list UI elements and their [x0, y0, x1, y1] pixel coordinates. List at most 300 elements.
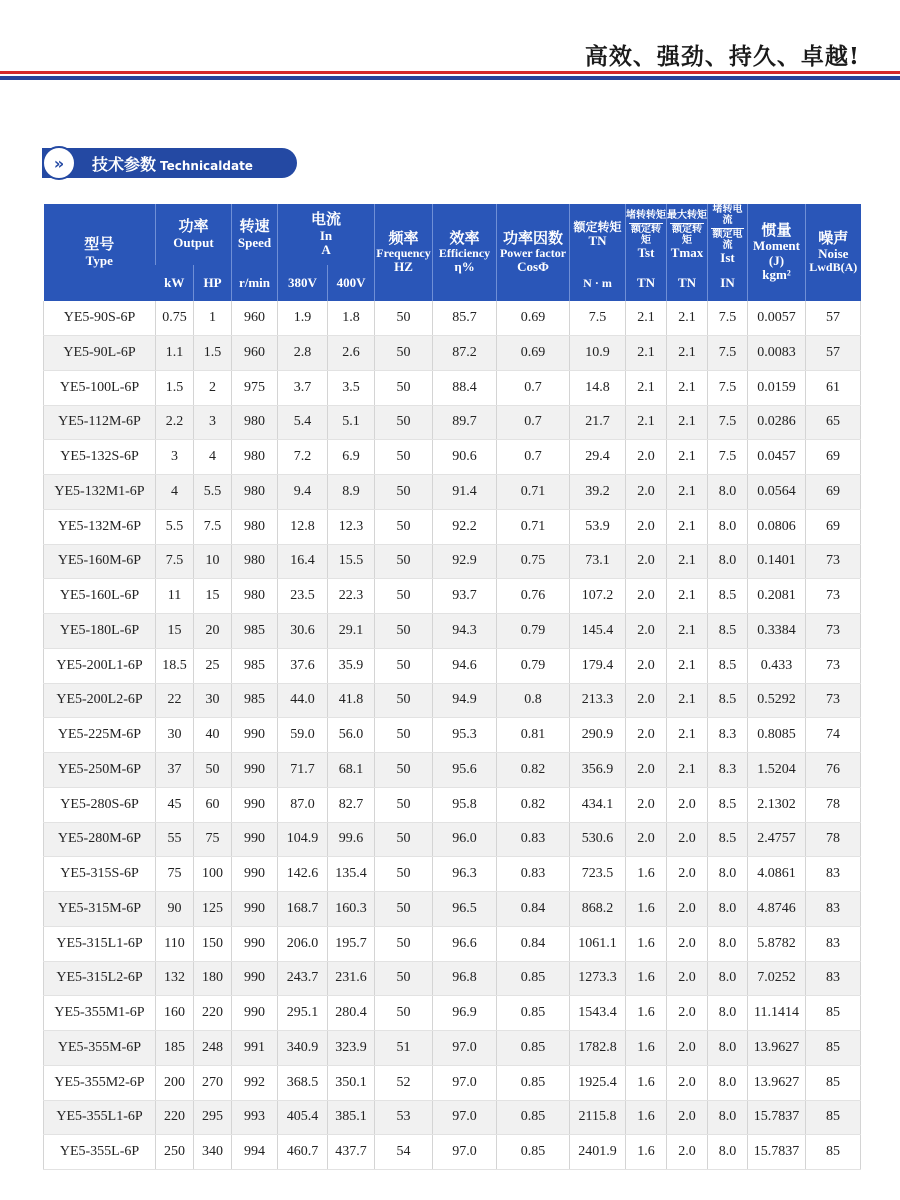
- cell-current-400v: 12.3: [328, 509, 375, 544]
- cell-speed: 991: [232, 1031, 278, 1066]
- cell-inertia: 0.0286: [748, 405, 806, 440]
- cell-noise: 74: [806, 718, 861, 753]
- section-title-en: Technicaldate: [160, 159, 253, 173]
- col-tmax: 最大转矩 额定转矩 Tmax: [667, 204, 708, 265]
- spec-table-body: [44, 301, 861, 1169]
- cell-efficiency: 91.4: [433, 475, 497, 510]
- table-row: [44, 405, 861, 440]
- col-380v: 380V: [278, 265, 328, 301]
- cell-efficiency: 95.6: [433, 753, 497, 788]
- cell-tst-ratio: 1.6: [626, 961, 667, 996]
- cell-tmax-ratio: 2.1: [667, 614, 708, 649]
- cell-speed: 992: [232, 1065, 278, 1100]
- cell-speed: 985: [232, 614, 278, 649]
- cell-frequency: 50: [375, 614, 433, 649]
- cell-efficiency: 87.2: [433, 336, 497, 371]
- cell-power-factor: 0.83: [497, 857, 570, 892]
- table-row: [44, 1100, 861, 1135]
- cell-noise: 73: [806, 579, 861, 614]
- col-power-factor: 功率因数 Power factor CosΦ: [497, 204, 570, 301]
- cell-kw: 55: [156, 822, 194, 857]
- cell-noise: 57: [806, 301, 861, 335]
- cell-power-factor: 0.81: [497, 718, 570, 753]
- cell-hp: 30: [194, 683, 232, 718]
- cell-type: YE5-100L-6P: [44, 370, 156, 405]
- cell-type: YE5-315S-6P: [44, 857, 156, 892]
- cell-rated-torque: 2115.8: [570, 1100, 626, 1135]
- cell-type: YE5-355L1-6P: [44, 1100, 156, 1135]
- cell-speed: 980: [232, 475, 278, 510]
- cell-noise: 85: [806, 1135, 861, 1170]
- cell-inertia: 0.0564: [748, 475, 806, 510]
- cell-noise: 73: [806, 614, 861, 649]
- cell-rated-torque: 530.6: [570, 822, 626, 857]
- cell-inertia: 4.0861: [748, 857, 806, 892]
- cell-frequency: 50: [375, 405, 433, 440]
- cell-noise: 83: [806, 926, 861, 961]
- table-row: [44, 544, 861, 579]
- cell-hp: 20: [194, 614, 232, 649]
- cell-ist-ratio: 8.0: [708, 1135, 748, 1170]
- cell-frequency: 50: [375, 857, 433, 892]
- cell-current-380v: 1.9: [278, 301, 328, 335]
- cell-type: YE5-200L2-6P: [44, 683, 156, 718]
- cell-noise: 83: [806, 892, 861, 927]
- table-row: [44, 926, 861, 961]
- cell-current-400v: 82.7: [328, 787, 375, 822]
- cell-noise: 76: [806, 753, 861, 788]
- cell-inertia: 0.0457: [748, 440, 806, 475]
- cell-efficiency: 93.7: [433, 579, 497, 614]
- cell-ist-ratio: 8.3: [708, 753, 748, 788]
- cell-tst-ratio: 2.1: [626, 370, 667, 405]
- table-row: [44, 892, 861, 927]
- header-stripe-blue: [0, 76, 900, 80]
- col-output: 功率 Output: [156, 204, 232, 265]
- cell-tst-ratio: 1.6: [626, 1135, 667, 1170]
- col-noise: 噪声 Noise LwdB(A): [806, 204, 861, 301]
- cell-ist-ratio: 8.5: [708, 579, 748, 614]
- cell-speed: 990: [232, 926, 278, 961]
- cell-inertia: 13.9627: [748, 1065, 806, 1100]
- cell-efficiency: 92.2: [433, 509, 497, 544]
- cell-tmax-ratio: 2.0: [667, 1031, 708, 1066]
- table-row: [44, 440, 861, 475]
- cell-current-400v: 15.5: [328, 544, 375, 579]
- cell-kw: 185: [156, 1031, 194, 1066]
- cell-current-400v: 160.3: [328, 892, 375, 927]
- cell-power-factor: 0.85: [497, 961, 570, 996]
- cell-hp: 295: [194, 1100, 232, 1135]
- cell-tst-ratio: 1.6: [626, 892, 667, 927]
- cell-speed: 960: [232, 301, 278, 335]
- cell-power-factor: 0.71: [497, 509, 570, 544]
- cell-type: YE5-315L1-6P: [44, 926, 156, 961]
- cell-inertia: 7.0252: [748, 961, 806, 996]
- cell-ist-ratio: 8.0: [708, 926, 748, 961]
- table-row: [44, 370, 861, 405]
- cell-tst-ratio: 2.0: [626, 475, 667, 510]
- cell-inertia: 0.3384: [748, 614, 806, 649]
- table-row: [44, 996, 861, 1031]
- cell-hp: 1: [194, 301, 232, 335]
- cell-ist-ratio: 8.0: [708, 1100, 748, 1135]
- cell-ist-ratio: 8.5: [708, 683, 748, 718]
- cell-efficiency: 90.6: [433, 440, 497, 475]
- cell-ist-ratio: 8.0: [708, 892, 748, 927]
- col-speed-unit: r/min: [232, 265, 278, 301]
- cell-kw: 220: [156, 1100, 194, 1135]
- cell-current-400v: 385.1: [328, 1100, 375, 1135]
- cell-hp: 3: [194, 405, 232, 440]
- cell-ist-ratio: 8.0: [708, 1065, 748, 1100]
- cell-tmax-ratio: 2.0: [667, 892, 708, 927]
- cell-speed: 990: [232, 753, 278, 788]
- cell-current-380v: 243.7: [278, 961, 328, 996]
- table-row: [44, 718, 861, 753]
- cell-rated-torque: 179.4: [570, 648, 626, 683]
- cell-type: YE5-160L-6P: [44, 579, 156, 614]
- cell-power-factor: 0.7: [497, 440, 570, 475]
- cell-type: YE5-250M-6P: [44, 753, 156, 788]
- cell-speed: 990: [232, 892, 278, 927]
- cell-noise: 65: [806, 405, 861, 440]
- cell-hp: 340: [194, 1135, 232, 1170]
- cell-inertia: 5.8782: [748, 926, 806, 961]
- cell-kw: 4: [156, 475, 194, 510]
- cell-noise: 73: [806, 683, 861, 718]
- cell-tst-ratio: 2.1: [626, 405, 667, 440]
- slogan: 高效、强劲、持久、卓越!: [584, 43, 860, 70]
- cell-noise: 83: [806, 961, 861, 996]
- cell-ist-ratio: 8.5: [708, 614, 748, 649]
- cell-inertia: 0.0057: [748, 301, 806, 335]
- cell-hp: 5.5: [194, 475, 232, 510]
- cell-tmax-ratio: 2.1: [667, 440, 708, 475]
- cell-frequency: 53: [375, 1100, 433, 1135]
- cell-power-factor: 0.82: [497, 787, 570, 822]
- cell-efficiency: 97.0: [433, 1100, 497, 1135]
- cell-inertia: 2.1302: [748, 787, 806, 822]
- cell-current-400v: 29.1: [328, 614, 375, 649]
- cell-frequency: 50: [375, 787, 433, 822]
- cell-frequency: 50: [375, 753, 433, 788]
- cell-rated-torque: 290.9: [570, 718, 626, 753]
- cell-ist-ratio: 8.5: [708, 822, 748, 857]
- cell-type: YE5-90S-6P: [44, 301, 156, 335]
- cell-noise: 57: [806, 336, 861, 371]
- cell-efficiency: 97.0: [433, 1031, 497, 1066]
- table-row: [44, 336, 861, 371]
- cell-efficiency: 92.9: [433, 544, 497, 579]
- table-row: [44, 822, 861, 857]
- cell-power-factor: 0.69: [497, 336, 570, 371]
- cell-speed: 990: [232, 718, 278, 753]
- cell-speed: 980: [232, 544, 278, 579]
- cell-rated-torque: 39.2: [570, 475, 626, 510]
- cell-rated-torque: 145.4: [570, 614, 626, 649]
- cell-current-400v: 231.6: [328, 961, 375, 996]
- cell-kw: 1.1: [156, 336, 194, 371]
- cell-tmax-ratio: 2.1: [667, 475, 708, 510]
- cell-rated-torque: 356.9: [570, 753, 626, 788]
- cell-kw: 1.5: [156, 370, 194, 405]
- cell-current-380v: 460.7: [278, 1135, 328, 1170]
- cell-kw: 3: [156, 440, 194, 475]
- cell-hp: 2: [194, 370, 232, 405]
- cell-noise: 73: [806, 648, 861, 683]
- cell-frequency: 50: [375, 475, 433, 510]
- cell-current-400v: 323.9: [328, 1031, 375, 1066]
- cell-kw: 37: [156, 753, 194, 788]
- cell-current-400v: 350.1: [328, 1065, 375, 1100]
- cell-inertia: 0.0159: [748, 370, 806, 405]
- cell-power-factor: 0.84: [497, 892, 570, 927]
- cell-kw: 200: [156, 1065, 194, 1100]
- cell-power-factor: 0.79: [497, 614, 570, 649]
- cell-inertia: 11.1414: [748, 996, 806, 1031]
- cell-tmax-ratio: 2.0: [667, 787, 708, 822]
- section-title-cn: 技术参数: [92, 155, 157, 174]
- cell-inertia: 0.0806: [748, 509, 806, 544]
- cell-current-400v: 22.3: [328, 579, 375, 614]
- cell-type: YE5-200L1-6P: [44, 648, 156, 683]
- cell-frequency: 54: [375, 1135, 433, 1170]
- cell-rated-torque: 53.9: [570, 509, 626, 544]
- cell-tst-ratio: 1.6: [626, 1100, 667, 1135]
- cell-ist-ratio: 8.0: [708, 961, 748, 996]
- table-row: [44, 509, 861, 544]
- cell-frequency: 50: [375, 822, 433, 857]
- col-ist-den: IN: [708, 265, 748, 301]
- cell-tmax-ratio: 2.1: [667, 683, 708, 718]
- cell-tmax-ratio: 2.1: [667, 405, 708, 440]
- cell-ist-ratio: 7.5: [708, 440, 748, 475]
- col-kw: kW: [156, 265, 194, 301]
- cell-power-factor: 0.69: [497, 301, 570, 335]
- cell-speed: 990: [232, 961, 278, 996]
- cell-current-400v: 280.4: [328, 996, 375, 1031]
- cell-hp: 125: [194, 892, 232, 927]
- cell-hp: 248: [194, 1031, 232, 1066]
- cell-ist-ratio: 8.0: [708, 475, 748, 510]
- cell-hp: 180: [194, 961, 232, 996]
- cell-power-factor: 0.7: [497, 370, 570, 405]
- cell-type: YE5-355M1-6P: [44, 996, 156, 1031]
- cell-tmax-ratio: 2.1: [667, 336, 708, 371]
- table-row: [44, 787, 861, 822]
- cell-noise: 73: [806, 544, 861, 579]
- cell-tst-ratio: 2.0: [626, 683, 667, 718]
- cell-current-400v: 437.7: [328, 1135, 375, 1170]
- cell-tst-ratio: 2.0: [626, 440, 667, 475]
- cell-ist-ratio: 8.5: [708, 787, 748, 822]
- cell-frequency: 50: [375, 683, 433, 718]
- cell-current-400v: 6.9: [328, 440, 375, 475]
- cell-kw: 110: [156, 926, 194, 961]
- cell-frequency: 50: [375, 996, 433, 1031]
- cell-hp: 4: [194, 440, 232, 475]
- cell-rated-torque: 434.1: [570, 787, 626, 822]
- cell-inertia: 0.1401: [748, 544, 806, 579]
- cell-current-380v: 295.1: [278, 996, 328, 1031]
- cell-current-380v: 37.6: [278, 648, 328, 683]
- cell-power-factor: 0.71: [497, 475, 570, 510]
- col-tst-den: TN: [626, 265, 667, 301]
- cell-efficiency: 97.0: [433, 1065, 497, 1100]
- cell-speed: 985: [232, 648, 278, 683]
- cell-inertia: 15.7837: [748, 1135, 806, 1170]
- cell-efficiency: 96.9: [433, 996, 497, 1031]
- col-frequency: 频率 Frequency HZ: [375, 204, 433, 301]
- cell-efficiency: 88.4: [433, 370, 497, 405]
- cell-tst-ratio: 1.6: [626, 1065, 667, 1100]
- cell-tmax-ratio: 2.0: [667, 857, 708, 892]
- cell-rated-torque: 213.3: [570, 683, 626, 718]
- cell-tst-ratio: 1.6: [626, 996, 667, 1031]
- cell-ist-ratio: 7.5: [708, 336, 748, 371]
- cell-ist-ratio: 8.0: [708, 509, 748, 544]
- cell-speed: 993: [232, 1100, 278, 1135]
- cell-current-380v: 23.5: [278, 579, 328, 614]
- table-row: [44, 1065, 861, 1100]
- col-tst: 堵转转矩 额定转矩 Tst: [626, 204, 667, 265]
- cell-tmax-ratio: 2.1: [667, 370, 708, 405]
- cell-power-factor: 0.84: [497, 926, 570, 961]
- cell-tst-ratio: 2.1: [626, 301, 667, 335]
- cell-current-380v: 44.0: [278, 683, 328, 718]
- cell-tmax-ratio: 2.0: [667, 961, 708, 996]
- table-row: [44, 1135, 861, 1170]
- table-row: [44, 753, 861, 788]
- cell-tst-ratio: 2.0: [626, 753, 667, 788]
- col-type: 型号 Type: [44, 204, 156, 301]
- cell-kw: 160: [156, 996, 194, 1031]
- table-row: [44, 614, 861, 649]
- cell-ist-ratio: 7.5: [708, 370, 748, 405]
- cell-hp: 50: [194, 753, 232, 788]
- cell-hp: 1.5: [194, 336, 232, 371]
- cell-efficiency: 96.8: [433, 961, 497, 996]
- cell-hp: 7.5: [194, 509, 232, 544]
- cell-tst-ratio: 1.6: [626, 926, 667, 961]
- cell-inertia: 13.9627: [748, 1031, 806, 1066]
- cell-type: YE5-280S-6P: [44, 787, 156, 822]
- col-torque-unit: N · m: [570, 265, 626, 301]
- cell-current-380v: 5.4: [278, 405, 328, 440]
- cell-current-380v: 340.9: [278, 1031, 328, 1066]
- cell-type: YE5-160M-6P: [44, 544, 156, 579]
- cell-frequency: 50: [375, 440, 433, 475]
- cell-inertia: 4.8746: [748, 892, 806, 927]
- cell-speed: 985: [232, 683, 278, 718]
- col-hp: HP: [194, 265, 232, 301]
- cell-hp: 150: [194, 926, 232, 961]
- cell-tmax-ratio: 2.0: [667, 926, 708, 961]
- cell-current-380v: 59.0: [278, 718, 328, 753]
- cell-rated-torque: 2401.9: [570, 1135, 626, 1170]
- cell-kw: 75: [156, 857, 194, 892]
- cell-current-400v: 3.5: [328, 370, 375, 405]
- cell-rated-torque: 1543.4: [570, 996, 626, 1031]
- cell-current-380v: 168.7: [278, 892, 328, 927]
- cell-hp: 25: [194, 648, 232, 683]
- cell-frequency: 50: [375, 301, 433, 335]
- cell-kw: 30: [156, 718, 194, 753]
- cell-current-380v: 405.4: [278, 1100, 328, 1135]
- cell-efficiency: 97.0: [433, 1135, 497, 1170]
- cell-kw: 15: [156, 614, 194, 649]
- cell-inertia: 0.433: [748, 648, 806, 683]
- cell-current-400v: 5.1: [328, 405, 375, 440]
- cell-tst-ratio: 1.6: [626, 1031, 667, 1066]
- cell-noise: 69: [806, 475, 861, 510]
- cell-ist-ratio: 7.5: [708, 405, 748, 440]
- cell-rated-torque: 14.8: [570, 370, 626, 405]
- table-row: [44, 579, 861, 614]
- cell-rated-torque: 73.1: [570, 544, 626, 579]
- cell-type: YE5-132M-6P: [44, 509, 156, 544]
- cell-current-380v: 142.6: [278, 857, 328, 892]
- table-row: [44, 1031, 861, 1066]
- cell-current-400v: 135.4: [328, 857, 375, 892]
- cell-inertia: 0.0083: [748, 336, 806, 371]
- cell-noise: 69: [806, 509, 861, 544]
- cell-power-factor: 0.85: [497, 1031, 570, 1066]
- cell-frequency: 50: [375, 892, 433, 927]
- cell-current-400v: 1.8: [328, 301, 375, 335]
- cell-rated-torque: 1782.8: [570, 1031, 626, 1066]
- cell-efficiency: 96.3: [433, 857, 497, 892]
- cell-tst-ratio: 2.0: [626, 787, 667, 822]
- cell-current-380v: 3.7: [278, 370, 328, 405]
- table-row: [44, 475, 861, 510]
- cell-kw: 7.5: [156, 544, 194, 579]
- cell-frequency: 50: [375, 370, 433, 405]
- cell-tmax-ratio: 2.0: [667, 996, 708, 1031]
- cell-noise: 69: [806, 440, 861, 475]
- cell-frequency: 50: [375, 336, 433, 371]
- col-ist: 堵转电流 额定电流 Ist: [708, 204, 748, 265]
- cell-frequency: 50: [375, 648, 433, 683]
- cell-kw: 11: [156, 579, 194, 614]
- cell-current-380v: 12.8: [278, 509, 328, 544]
- cell-ist-ratio: 8.3: [708, 718, 748, 753]
- cell-noise: 83: [806, 857, 861, 892]
- cell-tmax-ratio: 2.1: [667, 648, 708, 683]
- cell-noise: 85: [806, 1031, 861, 1066]
- cell-current-380v: 104.9: [278, 822, 328, 857]
- cell-type: YE5-315M-6P: [44, 892, 156, 927]
- cell-current-380v: 206.0: [278, 926, 328, 961]
- cell-speed: 980: [232, 579, 278, 614]
- cell-current-380v: 9.4: [278, 475, 328, 510]
- cell-ist-ratio: 8.0: [708, 996, 748, 1031]
- cell-type: YE5-112M-6P: [44, 405, 156, 440]
- cell-noise: 85: [806, 1065, 861, 1100]
- col-current: 电流 In A: [278, 204, 375, 265]
- cell-kw: 45: [156, 787, 194, 822]
- cell-kw: 250: [156, 1135, 194, 1170]
- cell-frequency: 50: [375, 926, 433, 961]
- cell-power-factor: 0.85: [497, 1135, 570, 1170]
- cell-frequency: 50: [375, 509, 433, 544]
- col-tmax-den: TN: [667, 265, 708, 301]
- cell-speed: 994: [232, 1135, 278, 1170]
- cell-frequency: 52: [375, 1065, 433, 1100]
- cell-current-400v: 2.6: [328, 336, 375, 371]
- cell-efficiency: 85.7: [433, 301, 497, 335]
